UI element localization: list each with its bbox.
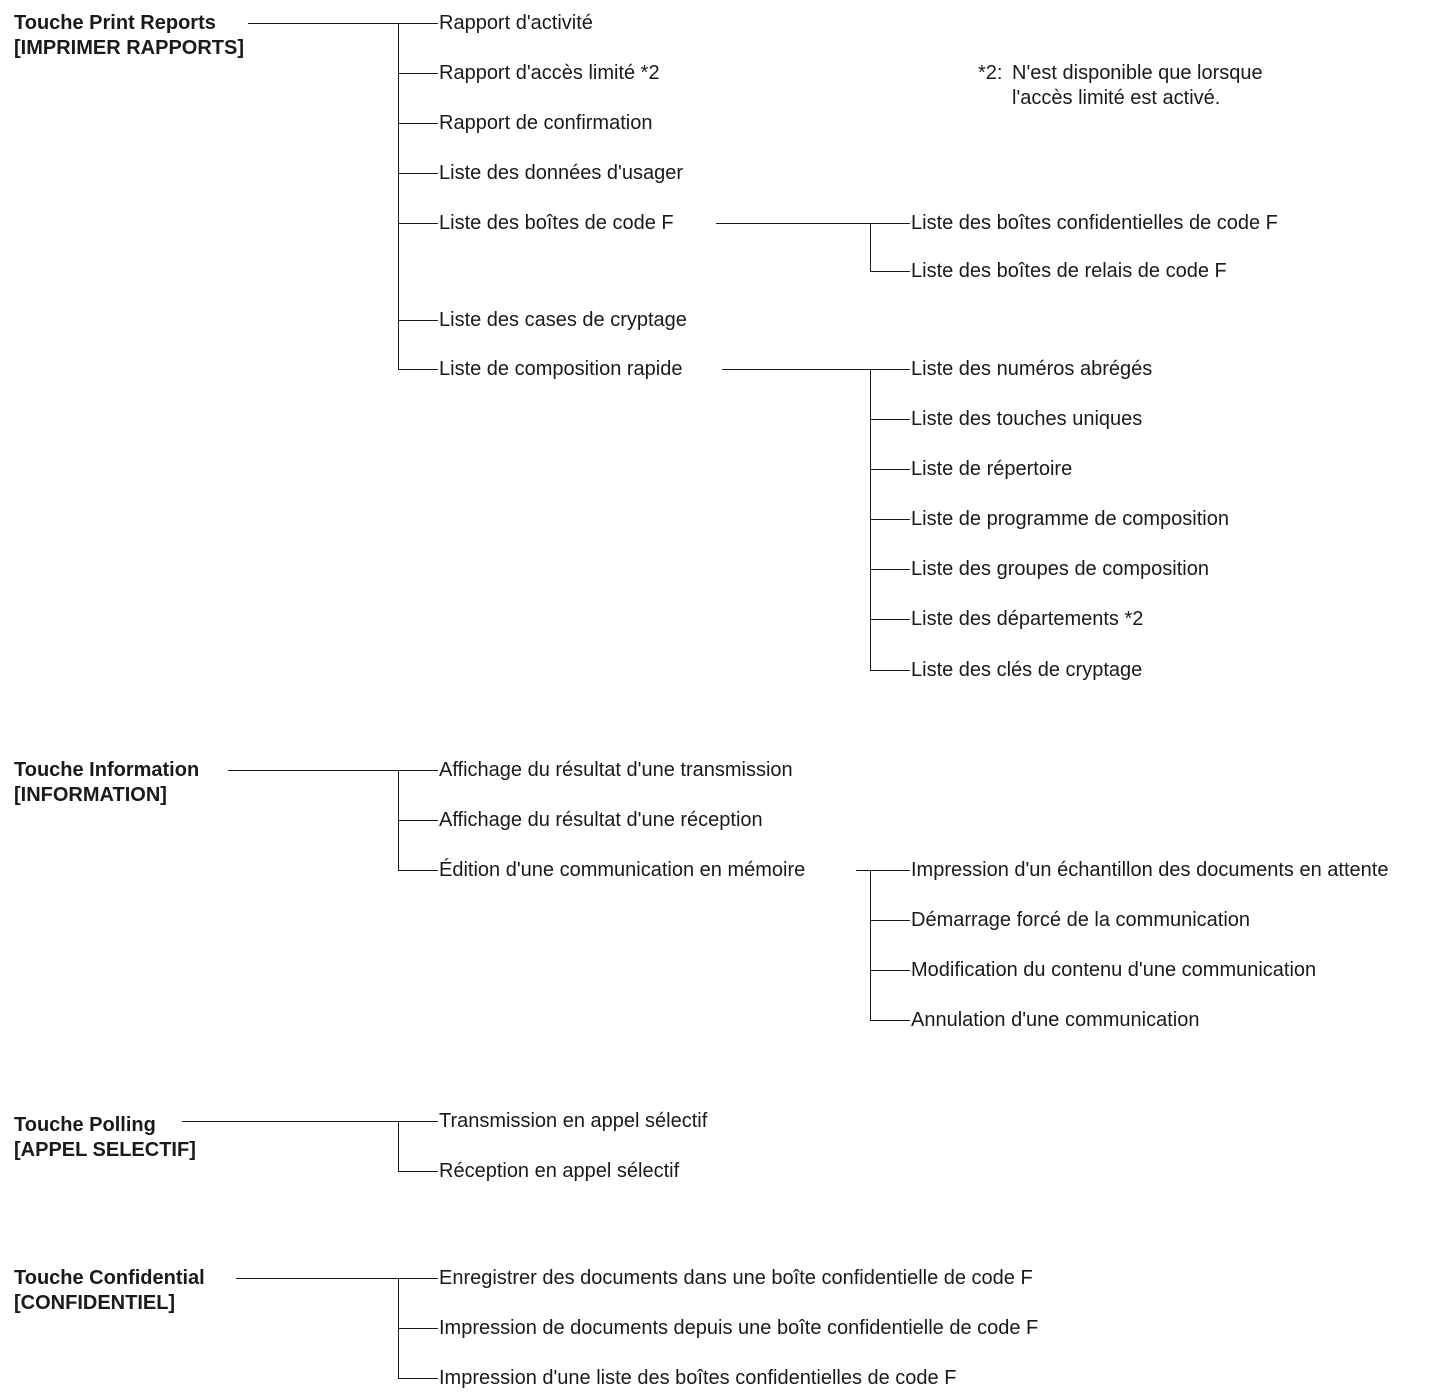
connector: [398, 320, 438, 321]
connector: [870, 469, 910, 470]
connector: [398, 870, 438, 871]
connector: [398, 73, 438, 74]
key-code: [INFORMATION]: [14, 784, 167, 806]
key-code: [APPEL SELECTIF]: [14, 1139, 196, 1161]
connector: [398, 1328, 438, 1329]
menu-item: Liste de composition rapide: [439, 358, 683, 380]
connector: [716, 223, 870, 224]
connector: [236, 1278, 398, 1279]
connector: [870, 670, 910, 671]
submenu-item: Annulation d'une communication: [911, 1009, 1200, 1031]
connector: [398, 1121, 399, 1171]
connector: [398, 1121, 438, 1122]
connector: [398, 1378, 438, 1379]
connector: [870, 419, 910, 420]
submenu-item: Liste des boîtes confidentielles de code F: [911, 212, 1278, 234]
menu-item: Liste des cases de cryptage: [439, 309, 687, 331]
connector: [398, 369, 438, 370]
menu-item: Liste des boîtes de code F: [439, 212, 674, 234]
footnote-line-2: l'accès limité est activé.: [1012, 87, 1221, 109]
menu-item: Enregistrer des documents dans une boîte confidentielle de code F: [439, 1267, 1033, 1289]
menu-item: Affichage du résultat d'une transmission: [439, 759, 793, 781]
submenu-item: Modification du contenu d'une communication: [911, 959, 1317, 981]
connector: [398, 23, 399, 369]
connector: [722, 369, 910, 370]
submenu-item: Liste des boîtes de relais de code F: [911, 260, 1227, 282]
connector: [398, 820, 438, 821]
submenu-item: Liste des clés de cryptage: [911, 659, 1143, 681]
menu-item: Affichage du résultat d'une réception: [439, 809, 763, 831]
connector: [870, 870, 871, 1020]
connector: [870, 1020, 910, 1021]
connector: [870, 569, 910, 570]
key-label: Touche Confidential: [14, 1267, 205, 1289]
submenu-item: Impression d'un échantillon des documents en attente: [911, 859, 1389, 881]
connector: [870, 271, 910, 272]
submenu-item: Démarrage forcé de la communication: [911, 909, 1251, 931]
connector: [228, 770, 398, 771]
connector: [248, 23, 398, 24]
connector: [398, 1171, 438, 1172]
menu-item: Impression d'une liste des boîtes confidentielles de code F: [439, 1367, 957, 1389]
submenu-item: Liste des départements *2: [911, 608, 1144, 630]
connector: [870, 970, 910, 971]
footnote-line-1: N'est disponible que lorsque: [1012, 62, 1263, 84]
menu-item: Rapport d'activité: [439, 12, 593, 34]
footnote-mark: *2:: [978, 62, 1003, 84]
connector: [398, 223, 438, 224]
menu-item: Édition d'une communication en mémoire: [439, 859, 806, 881]
submenu-item: Liste des numéros abrégés: [911, 358, 1153, 380]
menu-item: Transmission en appel sélectif: [439, 1110, 708, 1132]
key-code: [IMPRIMER RAPPORTS]: [14, 37, 244, 59]
key-label: Touche Information: [14, 759, 200, 781]
connector: [870, 223, 910, 224]
connector: [398, 173, 438, 174]
key-code: [CONFIDENTIEL]: [14, 1292, 176, 1314]
key-label: Touche Polling: [14, 1114, 156, 1136]
connector: [398, 770, 438, 771]
menu-item: Liste des données d'usager: [439, 162, 683, 184]
connector: [398, 123, 438, 124]
submenu-item: Liste de répertoire: [911, 458, 1073, 480]
connector: [398, 23, 438, 24]
connector: [182, 1121, 398, 1122]
connector: [870, 619, 910, 620]
menu-item: Rapport d'accès limité *2: [439, 62, 660, 84]
submenu-item: Liste de programme de composition: [911, 508, 1229, 530]
key-label: Touche Print Reports: [14, 12, 216, 34]
menu-item: Réception en appel sélectif: [439, 1160, 680, 1182]
menu-item: Impression de documents depuis une boîte confidentielle de code F: [439, 1317, 1039, 1339]
connector: [870, 519, 910, 520]
submenu-item: Liste des groupes de composition: [911, 558, 1209, 580]
connector: [870, 920, 910, 921]
connector: [856, 870, 910, 871]
submenu-item: Liste des touches uniques: [911, 408, 1143, 430]
connector: [870, 223, 871, 271]
connector: [398, 1278, 438, 1279]
menu-item: Rapport de confirmation: [439, 112, 653, 134]
